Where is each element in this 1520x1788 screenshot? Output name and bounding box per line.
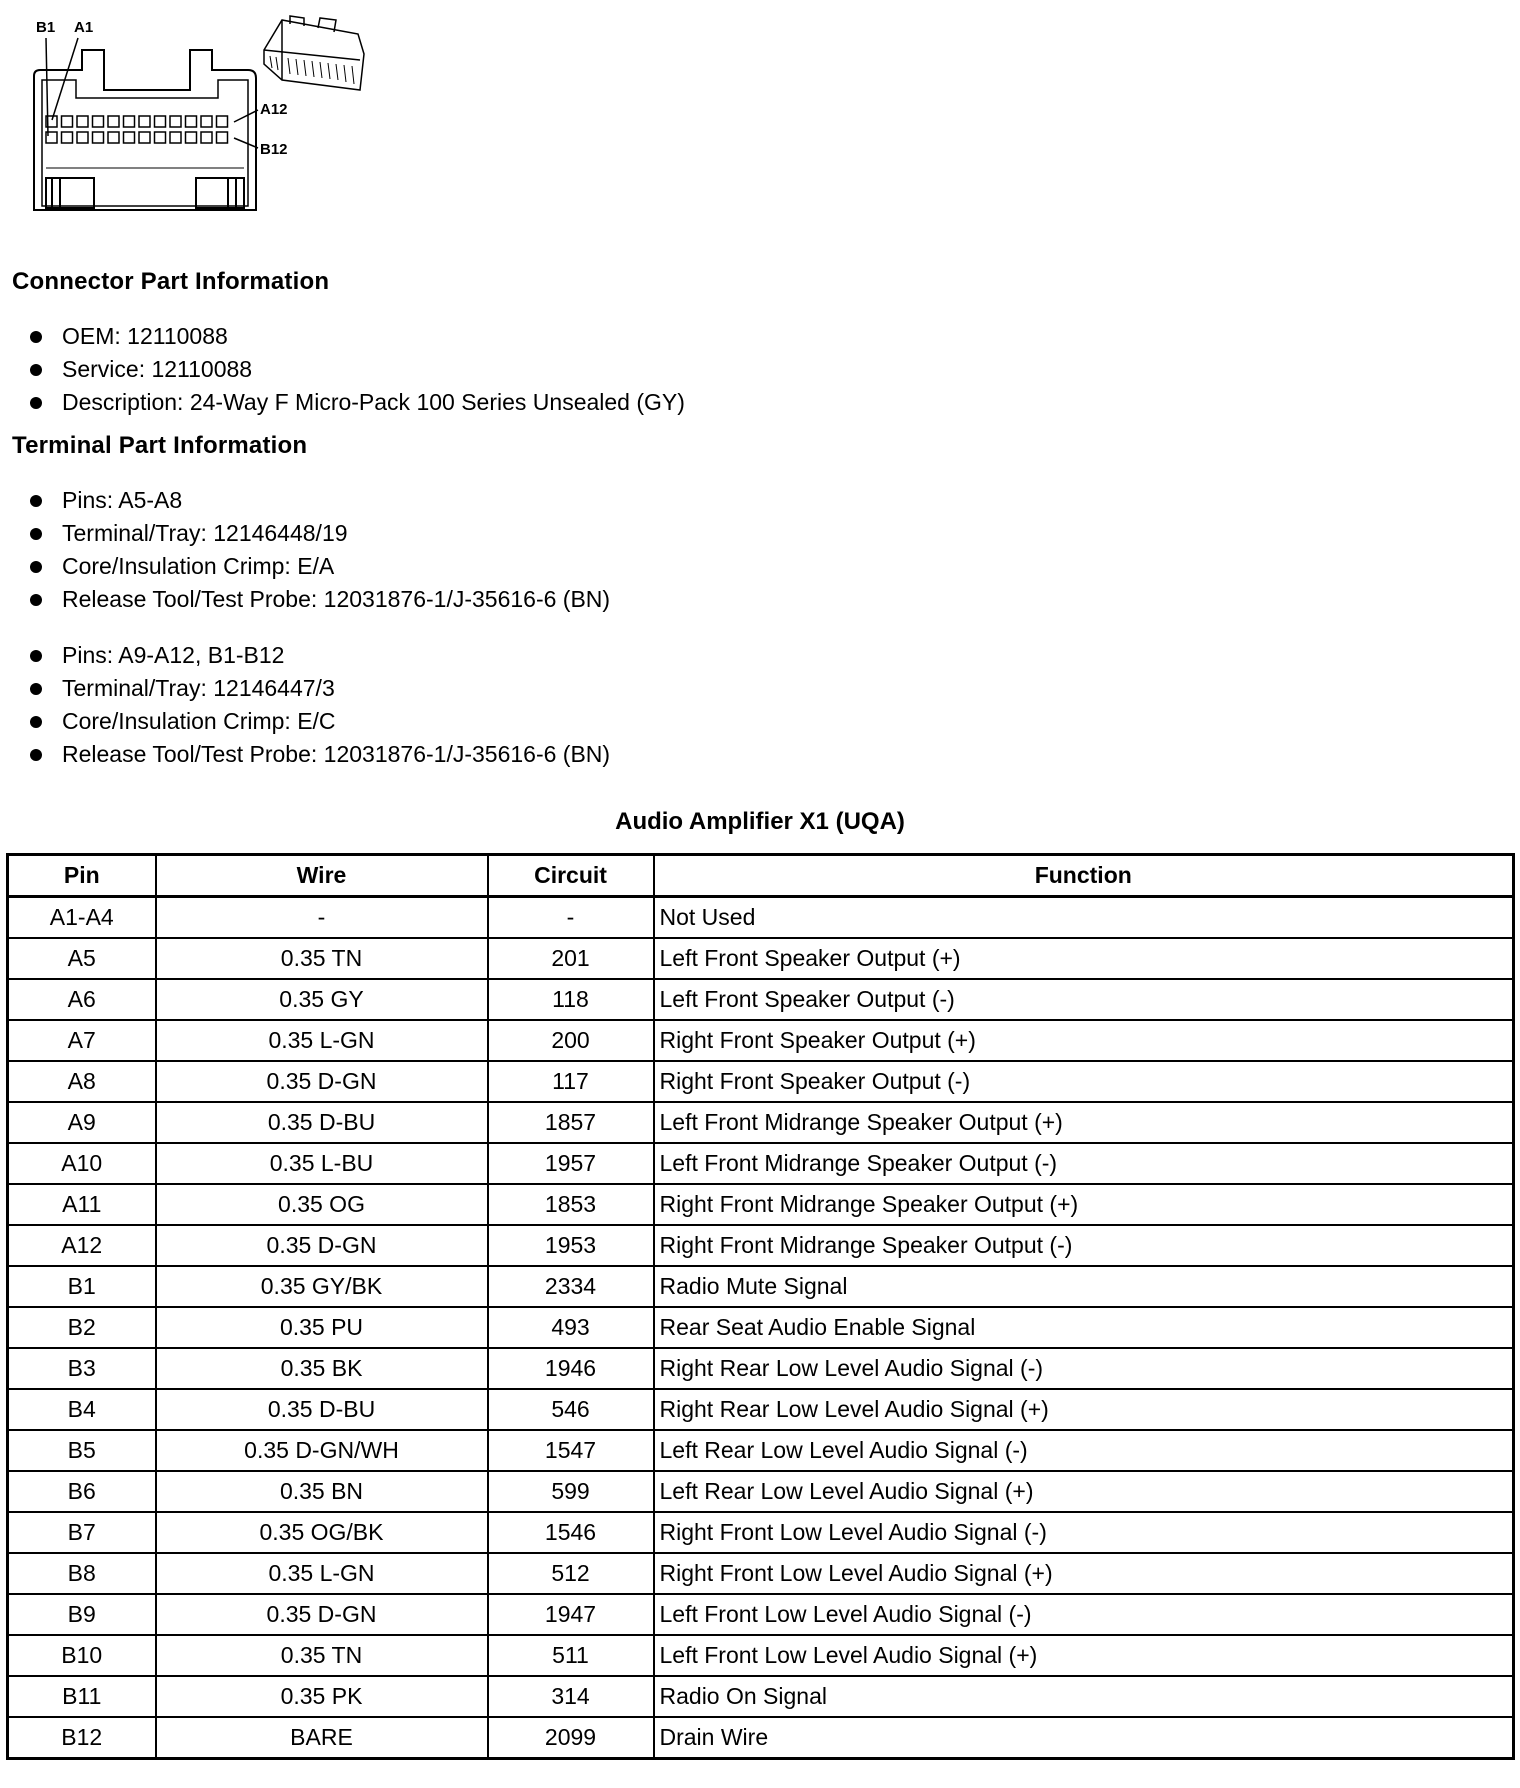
pin-cell: A11 bbox=[8, 1184, 156, 1225]
pin-cell: A10 bbox=[8, 1143, 156, 1184]
table-row bbox=[8, 1471, 1514, 1512]
function-cell: Right Front Midrange Speaker Output (+) bbox=[654, 1184, 1514, 1225]
header-wire: Wire bbox=[156, 855, 488, 897]
list-item: Pins: A9-A12, B1-B12 bbox=[28, 639, 610, 672]
table-row bbox=[8, 1594, 1514, 1635]
pin-cavity bbox=[124, 116, 135, 127]
wire-cell: - bbox=[156, 897, 488, 939]
wire-cell: 0.35 D-BU bbox=[156, 1389, 488, 1430]
pinout-table bbox=[6, 853, 1515, 1760]
connector-part-list bbox=[28, 320, 685, 419]
table-row bbox=[8, 1635, 1514, 1676]
pin-cavity bbox=[170, 132, 181, 143]
pin-cavity bbox=[155, 132, 166, 143]
circuit-cell: 200 bbox=[488, 1020, 654, 1061]
pin-cell: B2 bbox=[8, 1307, 156, 1348]
pin-cell: B5 bbox=[8, 1430, 156, 1471]
list-item: Release Tool/Test Probe: 12031876-1/J-35616-6 (BN) bbox=[28, 738, 610, 771]
pin-cell: A6 bbox=[8, 979, 156, 1020]
pin-cavity bbox=[108, 132, 119, 143]
table-row bbox=[8, 897, 1514, 939]
wire-cell: 0.35 BN bbox=[156, 1471, 488, 1512]
circuit-cell: 117 bbox=[488, 1061, 654, 1102]
pin-cavity bbox=[62, 116, 73, 127]
pin-cell: A8 bbox=[8, 1061, 156, 1102]
pin-cell: B4 bbox=[8, 1389, 156, 1430]
circuit-cell: 511 bbox=[488, 1635, 654, 1676]
list-item: Service: 12110088 bbox=[28, 353, 685, 386]
pin-cavity bbox=[108, 116, 119, 127]
circuit-cell: 314 bbox=[488, 1676, 654, 1717]
function-cell: Left Front Low Level Audio Signal (-) bbox=[654, 1594, 1514, 1635]
pin-cavity bbox=[201, 116, 212, 127]
table-row bbox=[8, 1430, 1514, 1471]
table-row bbox=[8, 1348, 1514, 1389]
circuit-cell: 546 bbox=[488, 1389, 654, 1430]
pin-cell: B9 bbox=[8, 1594, 156, 1635]
table-row bbox=[8, 1225, 1514, 1266]
function-cell: Right Front Low Level Audio Signal (+) bbox=[654, 1553, 1514, 1594]
wire-cell: 0.35 OG/BK bbox=[156, 1512, 488, 1553]
header-circuit: Circuit bbox=[488, 855, 654, 897]
function-cell: Right Front Low Level Audio Signal (-) bbox=[654, 1512, 1514, 1553]
label-a1: A1 bbox=[74, 19, 94, 36]
pin-cell: B6 bbox=[8, 1471, 156, 1512]
connector-diagram bbox=[20, 10, 380, 220]
table-row bbox=[8, 1184, 1514, 1225]
table-row bbox=[8, 1266, 1514, 1307]
table-row bbox=[8, 1020, 1514, 1061]
wire-cell: 0.35 BK bbox=[156, 1348, 488, 1389]
circuit-cell: 1953 bbox=[488, 1225, 654, 1266]
wire-cell: 0.35 L-GN bbox=[156, 1553, 488, 1594]
circuit-cell: 1946 bbox=[488, 1348, 654, 1389]
wire-cell: 0.35 TN bbox=[156, 938, 488, 979]
wire-cell: 0.35 D-GN/WH bbox=[156, 1430, 488, 1471]
function-cell: Radio Mute Signal bbox=[654, 1266, 1514, 1307]
list-item: Core/Insulation Crimp: E/A bbox=[28, 550, 610, 583]
connector-part-heading: Connector Part Information bbox=[12, 268, 330, 295]
terminal-group-2 bbox=[28, 639, 610, 771]
table-row bbox=[8, 1061, 1514, 1102]
wire-cell: 0.35 TN bbox=[156, 1635, 488, 1676]
pin-cavity bbox=[93, 132, 104, 143]
circuit-cell: 201 bbox=[488, 938, 654, 979]
table-row bbox=[8, 1102, 1514, 1143]
pin-cavity bbox=[186, 116, 197, 127]
pin-cell: A7 bbox=[8, 1020, 156, 1061]
circuit-cell: - bbox=[488, 897, 654, 939]
pin-cell: B1 bbox=[8, 1266, 156, 1307]
pin-cell: B12 bbox=[8, 1717, 156, 1759]
header-pin: Pin bbox=[8, 855, 156, 897]
function-cell: Left Front Speaker Output (+) bbox=[654, 938, 1514, 979]
circuit-cell: 1547 bbox=[488, 1430, 654, 1471]
list-item: Description: 24-Way F Micro-Pack 100 Series Unsealed (GY) bbox=[28, 386, 685, 419]
circuit-cell: 1857 bbox=[488, 1102, 654, 1143]
circuit-cell: 1957 bbox=[488, 1143, 654, 1184]
pin-cell: B3 bbox=[8, 1348, 156, 1389]
label-b12: B12 bbox=[260, 141, 288, 158]
list-item: Pins: A5-A8 bbox=[28, 484, 610, 517]
pin-cell: A9 bbox=[8, 1102, 156, 1143]
pin-cavity bbox=[124, 132, 135, 143]
list-item: Release Tool/Test Probe: 12031876-1/J-35616-6 (BN) bbox=[28, 583, 610, 616]
wire-cell: BARE bbox=[156, 1717, 488, 1759]
table-body bbox=[8, 897, 1514, 1759]
function-cell: Left Front Low Level Audio Signal (+) bbox=[654, 1635, 1514, 1676]
wire-cell: 0.35 PK bbox=[156, 1676, 488, 1717]
circuit-cell: 2334 bbox=[488, 1266, 654, 1307]
pin-cavity bbox=[77, 132, 88, 143]
pin-cavity bbox=[93, 116, 104, 127]
function-cell: Left Rear Low Level Audio Signal (+) bbox=[654, 1471, 1514, 1512]
function-cell: Right Front Midrange Speaker Output (-) bbox=[654, 1225, 1514, 1266]
wire-cell: 0.35 GY bbox=[156, 979, 488, 1020]
table-title: Audio Amplifier X1 (UQA) bbox=[615, 808, 905, 835]
list-item: Terminal/Tray: 12146447/3 bbox=[28, 672, 610, 705]
function-cell: Drain Wire bbox=[654, 1717, 1514, 1759]
pin-cell: A5 bbox=[8, 938, 156, 979]
circuit-cell: 493 bbox=[488, 1307, 654, 1348]
pin-cell: B8 bbox=[8, 1553, 156, 1594]
table-row bbox=[8, 1307, 1514, 1348]
table-row bbox=[8, 1389, 1514, 1430]
function-cell: Radio On Signal bbox=[654, 1676, 1514, 1717]
function-cell: Right Rear Low Level Audio Signal (+) bbox=[654, 1389, 1514, 1430]
connector-inset-drawing bbox=[264, 16, 364, 90]
table-header-row bbox=[8, 855, 1514, 897]
pin-cell: B7 bbox=[8, 1512, 156, 1553]
pin-cavity bbox=[186, 132, 197, 143]
circuit-cell: 1947 bbox=[488, 1594, 654, 1635]
wire-cell: 0.35 PU bbox=[156, 1307, 488, 1348]
table-row bbox=[8, 979, 1514, 1020]
circuit-cell: 1546 bbox=[488, 1512, 654, 1553]
pin-cavity bbox=[170, 116, 181, 127]
function-cell: Right Front Speaker Output (+) bbox=[654, 1020, 1514, 1061]
function-cell: Rear Seat Audio Enable Signal bbox=[654, 1307, 1514, 1348]
wire-cell: 0.35 OG bbox=[156, 1184, 488, 1225]
label-a12: A12 bbox=[260, 101, 288, 118]
function-cell: Right Rear Low Level Audio Signal (-) bbox=[654, 1348, 1514, 1389]
list-item: Terminal/Tray: 12146448/19 bbox=[28, 517, 610, 550]
list-item: Core/Insulation Crimp: E/C bbox=[28, 705, 610, 738]
function-cell: Left Front Speaker Output (-) bbox=[654, 979, 1514, 1020]
table-row bbox=[8, 1717, 1514, 1759]
label-b1: B1 bbox=[36, 19, 56, 36]
pin-cavity bbox=[139, 132, 150, 143]
wire-cell: 0.35 L-GN bbox=[156, 1020, 488, 1061]
pin-cavity bbox=[217, 116, 228, 127]
wire-cell: 0.35 L-BU bbox=[156, 1143, 488, 1184]
pin-cavity bbox=[155, 116, 166, 127]
table-row bbox=[8, 1143, 1514, 1184]
header-function: Function bbox=[654, 855, 1514, 897]
table-row bbox=[8, 1512, 1514, 1553]
terminal-group-1 bbox=[28, 484, 610, 616]
function-cell: Left Rear Low Level Audio Signal (-) bbox=[654, 1430, 1514, 1471]
function-cell: Not Used bbox=[654, 897, 1514, 939]
wire-cell: 0.35 D-BU bbox=[156, 1102, 488, 1143]
pin-cavity bbox=[77, 116, 88, 127]
function-cell: Left Front Midrange Speaker Output (-) bbox=[654, 1143, 1514, 1184]
terminal-part-heading: Terminal Part Information bbox=[12, 432, 308, 459]
wire-cell: 0.35 D-GN bbox=[156, 1061, 488, 1102]
wire-cell: 0.35 D-GN bbox=[156, 1225, 488, 1266]
pin-cavity bbox=[217, 132, 228, 143]
wire-cell: 0.35 GY/BK bbox=[156, 1266, 488, 1307]
function-cell: Right Front Speaker Output (-) bbox=[654, 1061, 1514, 1102]
circuit-cell: 599 bbox=[488, 1471, 654, 1512]
pin-cell: B10 bbox=[8, 1635, 156, 1676]
list-item: OEM: 12110088 bbox=[28, 320, 685, 353]
circuit-cell: 1853 bbox=[488, 1184, 654, 1225]
pin-cell: A1-A4 bbox=[8, 897, 156, 939]
pin-cell: B11 bbox=[8, 1676, 156, 1717]
table-row bbox=[8, 1553, 1514, 1594]
table-row bbox=[8, 1676, 1514, 1717]
table-row bbox=[8, 938, 1514, 979]
pin-cavity bbox=[139, 116, 150, 127]
circuit-cell: 118 bbox=[488, 979, 654, 1020]
pin-cavity bbox=[62, 132, 73, 143]
circuit-cell: 2099 bbox=[488, 1717, 654, 1759]
pin-cell: A12 bbox=[8, 1225, 156, 1266]
pin-cavity bbox=[201, 132, 212, 143]
wire-cell: 0.35 D-GN bbox=[156, 1594, 488, 1635]
function-cell: Left Front Midrange Speaker Output (+) bbox=[654, 1102, 1514, 1143]
circuit-cell: 512 bbox=[488, 1553, 654, 1594]
